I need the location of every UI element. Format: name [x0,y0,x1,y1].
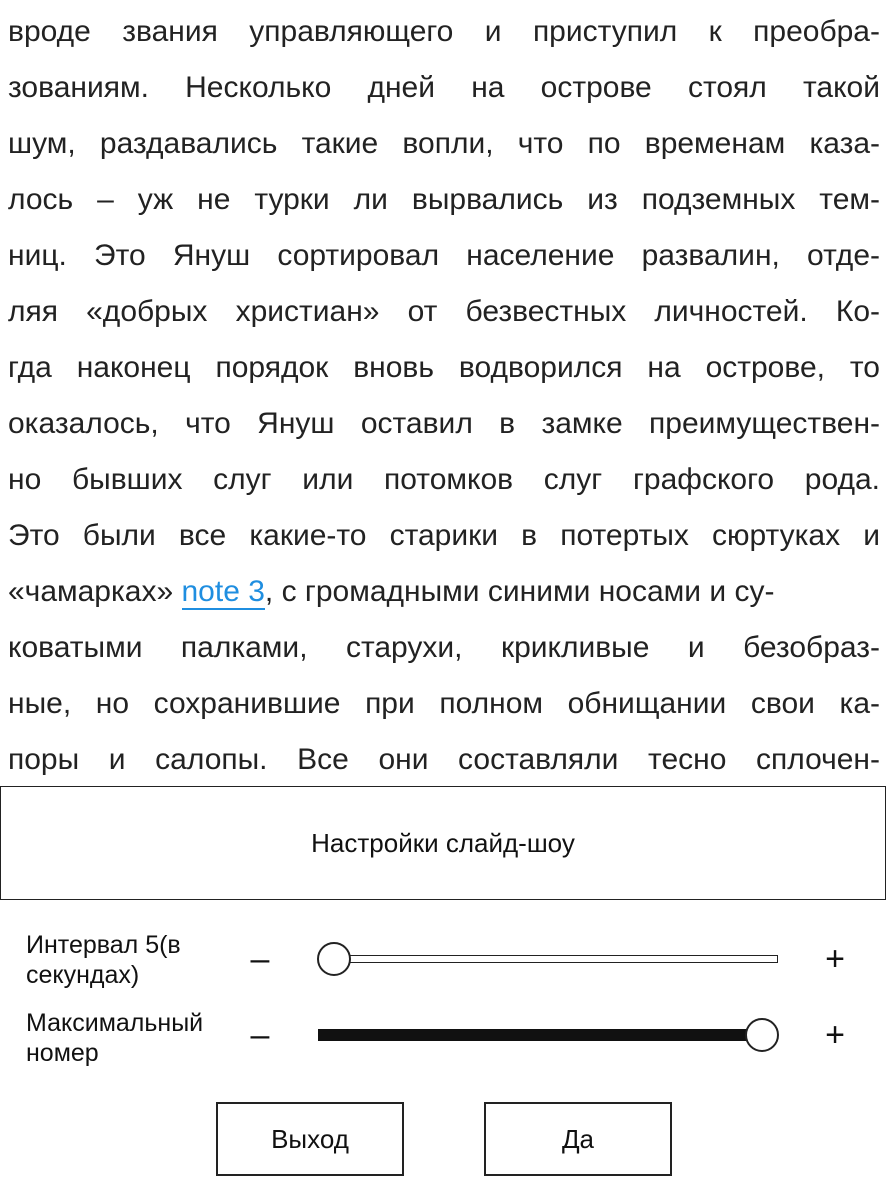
panel-title: Настройки слайд-шоу [0,786,886,900]
text-line: ные, но сохранившие при полном обнищании свои ка- [8,687,880,720]
text-fragment: «чамарках» [8,575,174,608]
interval-increase-button[interactable]: + [825,940,845,978]
text-line: коватыми палками, старухи, крикливые и безобраз- [8,631,880,664]
interval-decrease-button[interactable]: – [250,940,270,978]
text-line: вроде звания управляющего и приступил к преобра- [8,15,880,48]
max-number-increase-button[interactable]: + [825,1016,845,1054]
text-line: ляя «добрых христиан» от безвестных личностей. Ко- [8,295,880,328]
text-line: Это были все какие-то старики в потертых сюртуках и [8,519,880,552]
max-number-slider-knob[interactable] [745,1018,779,1052]
text-line: ниц. Это Януш сортировал население развалин, отде- [8,239,880,272]
text-line: гда наконец порядок вновь водворился на острове, то [8,351,880,384]
text-line: лось – уж не турки ли вырвались из подземных тем- [8,183,880,216]
text-line: зованиям. Несколько дней на острове стоял такой [8,71,880,104]
text-line [8,564,880,620]
slideshow-settings-panel [0,786,888,1200]
text-line: поры и салопы. Все они составляли тесно сплочен- [8,743,880,776]
text-line: оказалось, что Януш оставил в замке преимуществен- [8,407,880,440]
max-number-slider-track[interactable] [318,1029,762,1041]
footnote-link[interactable]: note 3 [181,575,265,608]
interval-slider-knob[interactable] [317,942,351,976]
text-line: но бывших слуг или потомков слуг графского рода. [8,463,880,496]
max-number-label: Максимальный номер [26,1009,204,1067]
interval-slider-track[interactable] [334,955,778,963]
max-number-decrease-button[interactable]: – [250,1016,270,1054]
text-fragment: , с громадными синими носами и су- [264,575,775,608]
interval-label: Интервал 5(в секундах) [26,931,181,989]
text-line: шум, раздавались такие вопли, что по временам каза- [8,127,880,160]
exit-button[interactable]: Выход [216,1102,404,1176]
ok-button[interactable]: Да [484,1102,672,1176]
